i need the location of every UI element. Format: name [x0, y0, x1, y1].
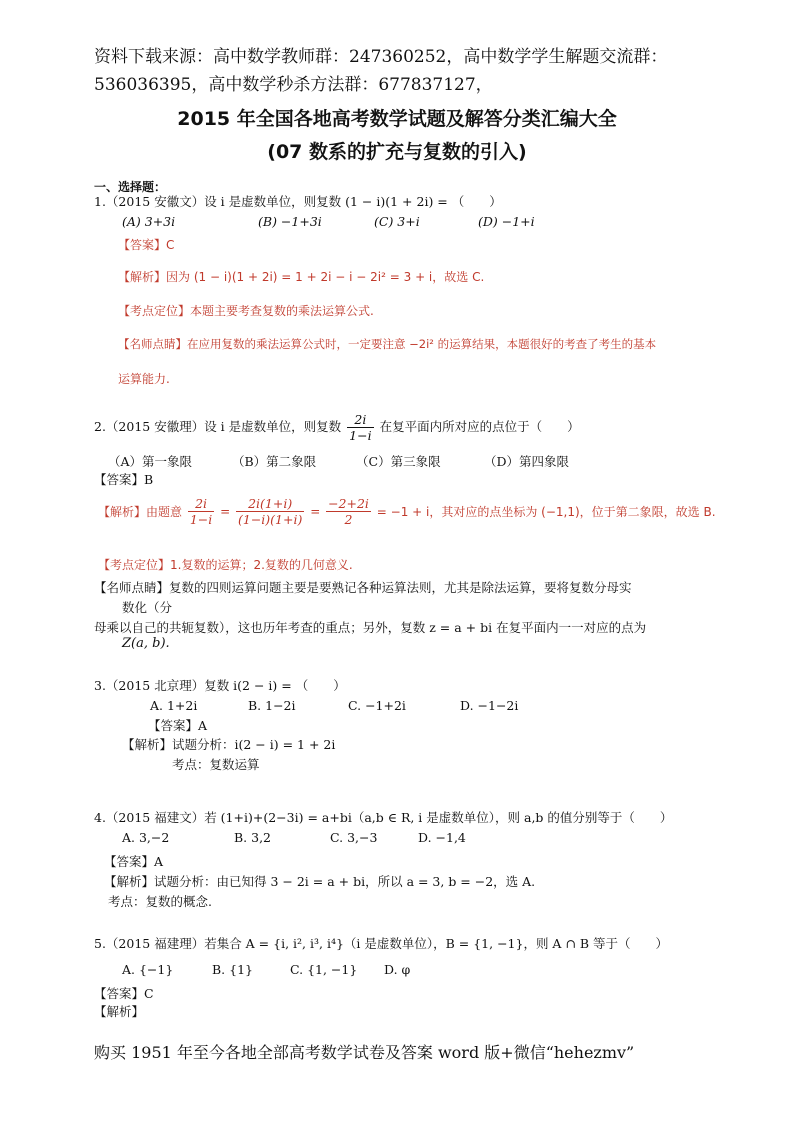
question-5-option-b: B. {1}: [212, 962, 253, 977]
question-2-option-b: （B）第二象限: [232, 454, 317, 469]
question-2-stem-suffix: 在复平面内所对应的点位于（ ）: [379, 419, 580, 434]
question-2-stem-prefix: 2.（2015 安徽理）设 i 是虚数单位，则复数: [94, 419, 342, 434]
analysis-fraction-1-numerator: 2i: [188, 496, 214, 512]
question-2-comment-line-3: 母乘以自己的共轭复数），这也历年考查的重点；另外，复数 z = a + bi 在复平面内一一对应的点为: [94, 620, 647, 635]
analysis-fraction-1: [188, 496, 214, 527]
question-4-option-a: A. 3,−2: [122, 830, 170, 845]
question-4-option-b: B. 3,2: [234, 830, 272, 845]
question-5-option-c: C. {1, −1}: [290, 962, 358, 977]
question-3-analysis: 【解析】试题分析：i(2 − i) = 1 + 2i: [122, 737, 336, 752]
question-4-stem: 4.（2015 福建文）若 (1+i)+(2−3i) = a+bi（a,b ∈ R, i 是虚数单位），则 a,b 的值分别等于（ ）: [94, 810, 673, 825]
question-2-analysis: [98, 496, 716, 527]
question-2-knowledge-point: 【考点定位】1.复数的运算；2.复数的几何意义.: [98, 558, 353, 572]
question-3-option-b: B. 1−2i: [248, 698, 296, 713]
equals-sign: =: [220, 504, 231, 519]
question-2-option-d: （D）第四象限: [484, 454, 570, 469]
document-subtitle: (07 数系的扩充与复数的引入): [267, 141, 527, 163]
question-2-comment-line-4: Z(a, b).: [122, 636, 170, 651]
question-5-stem: 5.（2015 福建理）若集合 A = {i, i², i³, i⁴}（i 是虚数单位），B = {1, −1}，则 A ∩ B 等于（ ）: [94, 936, 669, 951]
question-2-analysis-suffix: = −1 + i，其对应的点坐标为 (−1,1)，位于第二象限，故选 B.: [376, 505, 716, 519]
question-1-stem: 1.（2015 安徽文）设 i 是虚数单位，则复数 (1 − i)(1 + 2i) = （ ）: [94, 194, 502, 209]
question-2-comment-line-2: 数化（分: [122, 600, 173, 615]
analysis-fraction-3-numerator: −2+2i: [328, 496, 369, 511]
question-5-option-a: A. {−1}: [122, 962, 174, 977]
analysis-fraction-2-numerator: 2i(1+i): [236, 496, 304, 512]
question-1-option-a: (A) 3+3i: [122, 214, 176, 229]
section-heading: 一、选择题：: [94, 180, 167, 194]
question-1-knowledge-point: 【考点定位】本题主要考查复数的乘法运算公式.: [118, 304, 374, 318]
question-2-comment-line-1: 【名师点睛】复数的四则运算问题主要是要熟记各种运算法则，尤其是除法运算，要将复数分母实: [94, 580, 632, 595]
question-4-answer: 【答案】A: [104, 854, 164, 869]
question-5-answer: 【答案】C: [94, 986, 154, 1001]
source-header-line-1: 资料下载来源：高中数学教师群：247360252，高中数学学生解题交流群：: [94, 47, 668, 67]
question-4-option-d: D. −1,4: [418, 830, 466, 845]
source-header-line-2: 536036395，高中数学秒杀方法群：677837127，: [94, 75, 493, 95]
question-3-answer: 【答案】A: [148, 718, 208, 733]
question-2-fraction-numerator: 2i: [347, 412, 373, 428]
purchase-footer: 购买 1951 年至今各地全部高考数学试卷及答案 word 版+微信“hehezmv”: [94, 1043, 635, 1062]
question-2-option-c: （C）第三象限: [356, 454, 441, 469]
question-1-answer: 【答案】C: [118, 238, 175, 252]
question-1-analysis: 【解析】因为 (1 − i)(1 + 2i) = 1 + 2i − i − 2i² = 3 + i，故选 C.: [118, 270, 485, 284]
question-2-analysis-prefix: 【解析】由题意: [98, 505, 183, 519]
analysis-fraction-1-denominator: 1−i: [189, 512, 213, 527]
analysis-fraction-2-denominator: (1−i)(1+i): [238, 512, 303, 527]
question-3-option-d: D. −1−2i: [460, 698, 519, 713]
question-3-option-a: A. 1+2i: [150, 698, 198, 713]
question-2-option-a: （A）第一象限: [108, 454, 193, 469]
question-3-knowledge-point: 考点：复数运算: [172, 757, 260, 772]
question-2-fraction: [347, 412, 373, 443]
question-5-analysis: 【解析】: [94, 1004, 145, 1019]
question-1-option-c: (C) 3+i: [374, 214, 420, 229]
question-3-stem: 3.（2015 北京理）复数 i(2 − i) = （ ）: [94, 678, 346, 693]
question-2-stem: [94, 412, 580, 443]
analysis-fraction-3-denominator: 2: [344, 512, 353, 527]
question-1-option-d: (D) −1+i: [478, 214, 535, 229]
question-2-fraction-denominator: 1−i: [349, 428, 372, 443]
question-1-comment-line-1: 【名师点睛】在应用复数的乘法运算公式时，一定要注意 −2i² 的运算结果，本题很好的考查了考生的基本: [118, 337, 657, 351]
question-4-option-c: C. 3,−3: [330, 830, 378, 845]
question-4-knowledge-point: 考点：复数的概念.: [108, 894, 212, 909]
equals-sign: =: [310, 504, 321, 519]
analysis-fraction-2: [236, 496, 304, 527]
question-3-option-c: C. −1+2i: [348, 698, 406, 713]
document-title: 2015 年全国各地高考数学试题及解答分类汇编大全: [177, 108, 617, 130]
question-5-option-d: D. φ: [384, 962, 411, 977]
question-4-analysis: 【解析】试题分析：由已知得 3 − 2i = a + bi，所以 a = 3, b = −2，选 A.: [104, 874, 536, 889]
question-1-option-b: (B) −1+3i: [258, 214, 322, 229]
question-1-comment-line-2: 运算能力.: [118, 372, 170, 386]
question-2-answer: 【答案】B: [94, 472, 154, 487]
analysis-fraction-3: [326, 496, 371, 527]
